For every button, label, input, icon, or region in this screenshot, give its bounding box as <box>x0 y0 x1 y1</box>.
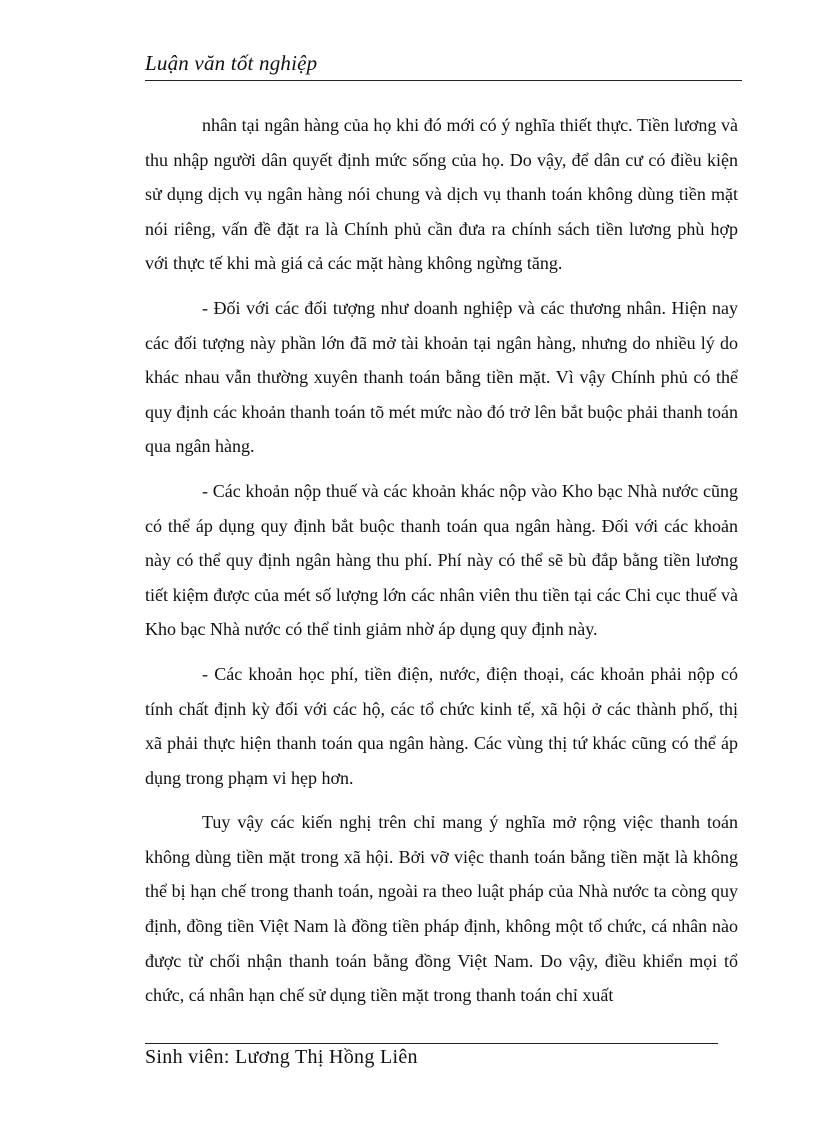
paragraph-4: - Các khoản học phí, tiền điện, nước, điện thoại, các khoản phải nộp có tính chất định kỳ đối với các hộ, các tổ chức kinh tế, xã hội ở các thành phố, thị xã phải thực hiện thanh toán qua ngân hàng. Các vùng thị tứ khác cũng có thể áp dụng trong phạm vi hẹp hơn. <box>145 663 738 788</box>
footer-student-name: Sinh viên: Lương Thị Hồng Liên <box>145 1046 418 1068</box>
paragraph-2: - Đối với các đối tượng như doanh nghiệp và các thương nhân. Hiện nay các đối tượng này phần lớn đã mở tài khoản tại ngân hàng, nhưng do nhiều lý do khác nhau vẫn thường xuyên thanh toán bằng tiền mặt. Vì vậy Chính phủ có thể quy định các khoản thanh toán tõ mét mức nào đó trở lên bắt buộc phải thanh toán qua ngân hàng. <box>145 297 738 457</box>
paragraph-5: Tuy vậy các kiến nghị trên chỉ mang ý nghĩa mở rộng việc thanh toán không dùng tiền mặt trong xã hội. Bởi vỡ việc thanh toán bằng tiền mặt là không thể bị hạn chế trong thanh toán, ngoài ra theo luật pháp của Nhà nước ta còng quy định, đồng tiền Việt Nam là đồng tiền pháp định, không một tổ chức, cá nhân nào được từ chối nhận thanh toán bằng đồng Việt Nam. Do vậy, điều khiển mọi tổ chức, cá nhân hạn chế sử dụng tiền mặt trong thanh toán chỉ xuất <box>145 812 738 1006</box>
header-title: Luận văn tốt nghiệp <box>145 51 318 75</box>
footer-divider <box>145 1043 718 1044</box>
page-header <box>145 50 742 81</box>
paragraph-3: - Các khoản nộp thuế và các khoản khác nộp vào Kho bạc Nhà nước cũng có thể áp dụng quy định bắt buộc thanh toán qua ngân hàng. Đối với các khoản này có thể quy định ngân hàng thu phí. Phí này có thể sẽ bù đắp bằng tiền lương tiết kiệm được của mét số lượng lớn các nhân viên thu tiền tại các Chi cục thuế và Kho bạc Nhà nước có thể tinh giảm nhờ áp dụng quy định này. <box>145 480 738 640</box>
paragraph-1: nhân tại ngân hàng của họ khi đó mới có ý nghĩa thiết thực. Tiền lương và thu nhập người dân quyết định mức sống của họ. Do vậy, để dân cư có điều kiện sử dụng dịch vụ ngân hàng nói chung và dịch vụ thanh toán không dùng tiền mặt nói riêng, vấn đề đặt ra là Chính phủ cần đưa ra chính sách tiền lương phù hợp với thực tế khi mà giá cả các mặt hàng không ngừng tăng. <box>145 115 738 274</box>
document-body <box>145 108 738 1023</box>
